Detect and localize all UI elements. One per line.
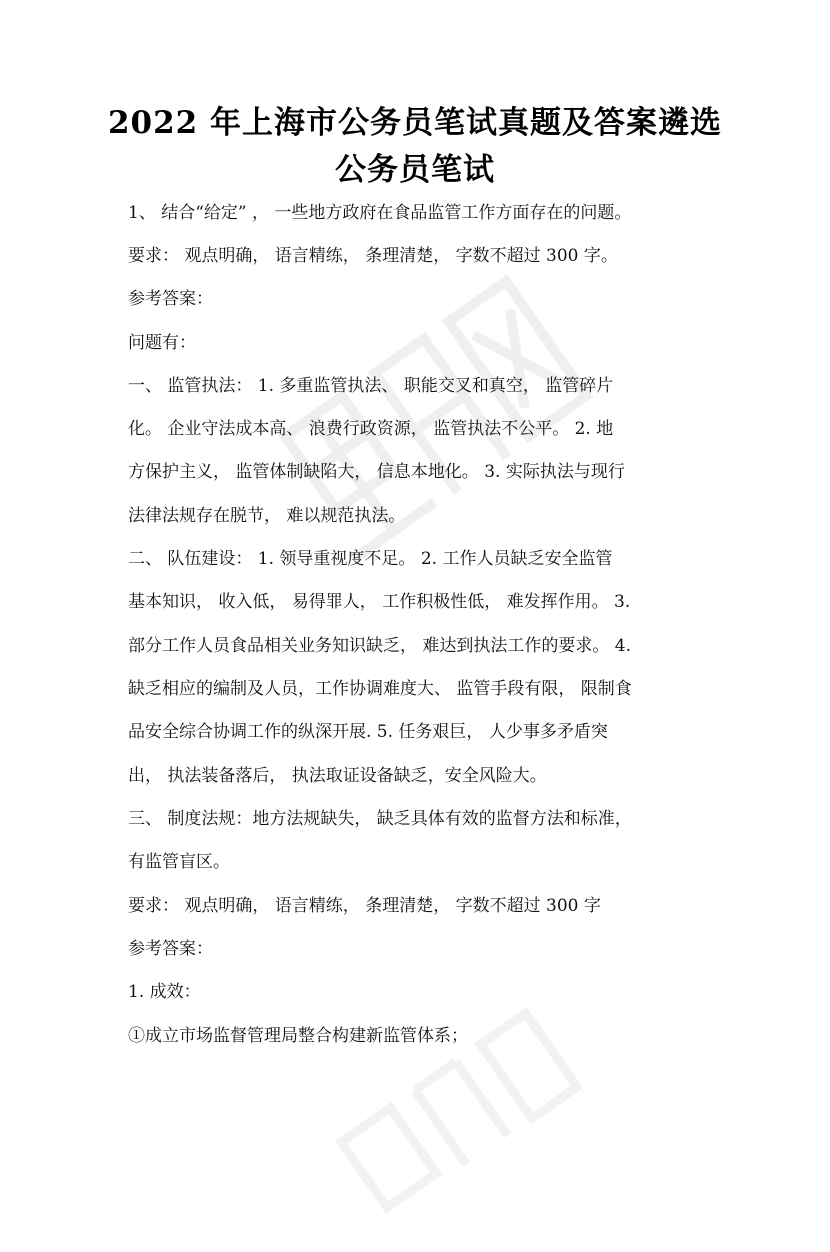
paragraph-line: 品安全综合协调工作的纵深开展. 5. 任务艰巨， 人少事多矛盾突 [128,722,608,742]
requirement-line-2: 要求： 观点明确， 语言精练， 条理清楚， 字数不超过 300 字 [128,896,601,916]
document-title-line-1: 2022 年上海市公务员笔试真题及答案遴选 [107,105,723,141]
paragraph-line: 方保护主义， 监管体制缺陷大， 信息本地化。 3. 实际执法与现行 [128,462,625,482]
results-label: 1. 成效： [128,982,201,1002]
reference-answer-label: 参考答案： [128,289,213,309]
paragraph-line: 出， 执法装备落后， 执法取证设备缺乏，安全风险大。 [128,766,547,786]
paragraph-line: 基本知识， 收入低， 易得罪人， 工作积极性低， 难发挥作用。 3. [128,592,631,612]
paragraph-line: 三、 制度法规：地方法规缺失， 缺乏具体有效的监督方法和标准， [128,809,632,829]
paragraph-line: 部分工作人员食品相关业务知识缺乏， 难达到执法工作的要求。 4. [128,636,632,656]
requirement-line: 要求： 观点明确， 语言精练， 条理清楚， 字数不超过 300 字。 [128,246,618,266]
paragraph-line: 二、 队伍建设： 1. 领导重视度不足。 2. 工作人员缺乏安全监管 [128,549,613,569]
paragraph-line: 法律法规存在脱节， 难以规范执法。 [128,506,406,526]
reference-answer-label-2: 参考答案： [128,939,213,959]
paragraph-line: 有监管盲区。 [128,852,230,872]
paragraph-line: 缺乏相应的编制及人员，工作协调难度大、 监管手段有限， 限制食 [128,679,632,699]
problems-label: 问题有： [128,333,196,353]
paragraph-line: 一、 监管执法： 1. 多重监管执法、 职能交叉和真空， 监管碎片 [128,376,614,396]
result-item-1: ①成立市场监督管理局整合构建新监管体系； [128,1026,468,1046]
paragraph-line: 化。 企业守法成本高、 浪费行政资源， 监管执法不公平。 2. 地 [128,419,614,439]
document-title-line-2: 公务员笔试 [335,152,495,188]
question-1: 1、 结合“给定” ， 一些地方政府在食品监管工作方面存在的问题。 [128,203,632,223]
